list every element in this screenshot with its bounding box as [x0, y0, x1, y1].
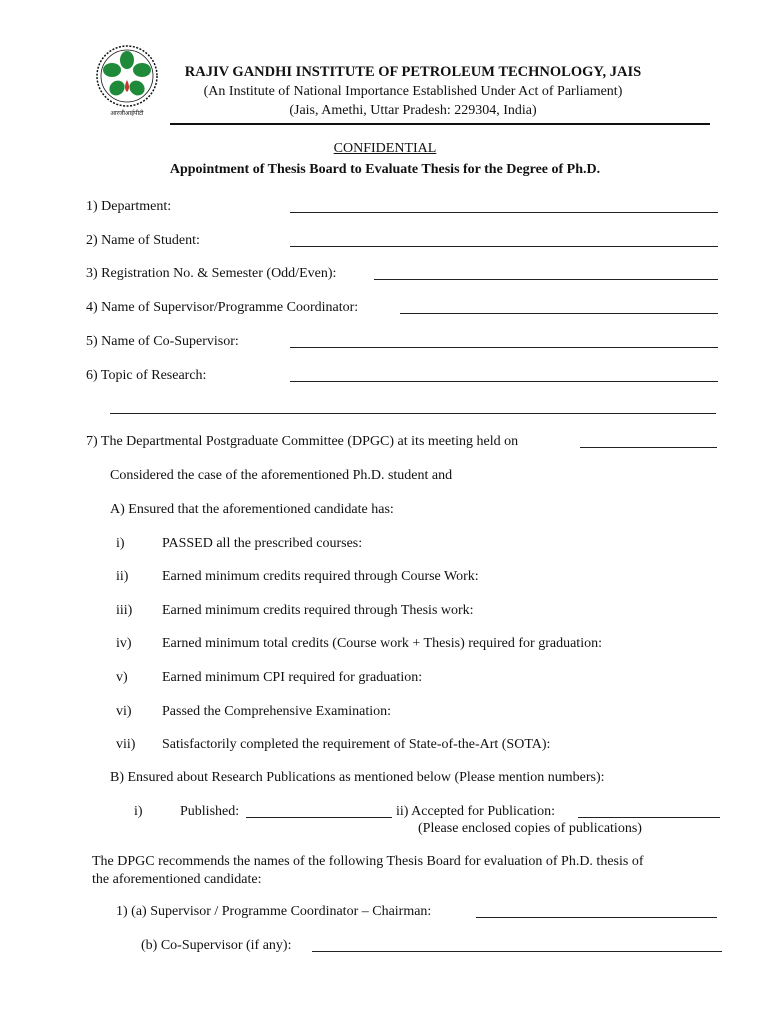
field-supervisor-line[interactable]: [400, 313, 718, 314]
a-item-text: Earned minimum total credits (Course work + Thesis) required for graduation:: [162, 636, 602, 651]
a-item-num: v): [116, 670, 128, 685]
form-title: Appointment of Thesis Board to Evaluate Thesis for the Degree of Ph.D.: [169, 162, 601, 177]
field-registration-line[interactable]: [374, 279, 718, 280]
a-item-num: vii): [116, 737, 136, 752]
a-item-text: Earned minimum credits required through Thesis work:: [162, 603, 474, 618]
a-item-num: vi): [116, 704, 132, 719]
a-item-num: i): [116, 536, 125, 551]
published-label: Published:: [180, 804, 240, 819]
board-chairman-label: 1) (a) Supervisor / Programme Coordinator – Chairman:: [116, 904, 432, 919]
a-item-num: iii): [116, 603, 133, 618]
section-b-heading: B) Ensured about Research Publications as mentioned below (Please mention numbers):: [110, 770, 605, 785]
field-topic-label: 6) Topic of Research:: [86, 368, 207, 383]
field-student-label: 2) Name of Student:: [86, 233, 200, 248]
confidential-label: CONFIDENTIAL: [333, 141, 437, 156]
section-a-heading: A) Ensured that the aforementioned candidate has:: [110, 502, 394, 517]
recommend-text-2: the aforementioned candidate:: [92, 872, 262, 887]
a-item-text: Earned minimum credits required through Course Work:: [162, 569, 479, 584]
institute-name: RAJIV GANDHI INSTITUTE OF PETROLEUM TECHNOLOGY, JAIS: [184, 64, 642, 80]
institute-address: (Jais, Amethi, Uttar Pradesh: 229304, India): [289, 103, 537, 118]
field-department-line[interactable]: [290, 212, 718, 213]
field-cosupervisor-line[interactable]: [290, 347, 718, 348]
field-supervisor-label: 4) Name of Supervisor/Programme Coordinator:: [86, 300, 359, 315]
b-item-num: i): [134, 804, 143, 819]
header-rule: [170, 123, 710, 125]
board-cosupervisor-label: (b) Co-Supervisor (if any):: [141, 938, 292, 953]
a-item-num: iv): [116, 636, 132, 651]
considered-text: Considered the case of the aforementioned Ph.D. student and: [110, 468, 453, 483]
field-topic-line-2[interactable]: [110, 413, 716, 414]
institute-subtitle: (An Institute of National Importance Established Under Act of Parliament): [203, 84, 623, 99]
field-department-label: 1) Department:: [86, 199, 172, 214]
field-topic-line[interactable]: [290, 381, 718, 382]
accepted-label: ii) Accepted for Publication:: [396, 804, 556, 819]
board-cosupervisor-line[interactable]: [312, 951, 722, 952]
enclose-note: (Please enclosed copies of publications): [418, 821, 642, 836]
recommend-text-1: The DPGC recommends the names of the following Thesis Board for evaluation of Ph.D. thesis of: [92, 854, 644, 869]
dpgc-meeting-date-line[interactable]: [580, 447, 717, 448]
accepted-line[interactable]: [578, 817, 720, 818]
a-item-text: Satisfactorily completed the requirement of State-of-the-Art (SOTA):: [162, 737, 551, 752]
dpgc-meeting-label: 7) The Departmental Postgraduate Committee (DPGC) at its meeting held on: [86, 434, 519, 449]
a-item-text: PASSED all the prescribed courses:: [162, 536, 363, 551]
svg-text:आरजीआईपीटी: आरजीआईपीटी: [110, 110, 144, 117]
a-item-text: Earned minimum CPI required for graduation:: [162, 670, 423, 685]
field-cosupervisor-label: 5) Name of Co-Supervisor:: [86, 334, 239, 349]
field-registration-label: 3) Registration No. & Semester (Odd/Even):: [86, 266, 337, 281]
a-item-text: Passed the Comprehensive Examination:: [162, 704, 392, 719]
a-item-num: ii): [116, 569, 129, 584]
published-line[interactable]: [246, 817, 392, 818]
field-student-line[interactable]: [290, 246, 718, 247]
board-chairman-line[interactable]: [476, 917, 717, 918]
